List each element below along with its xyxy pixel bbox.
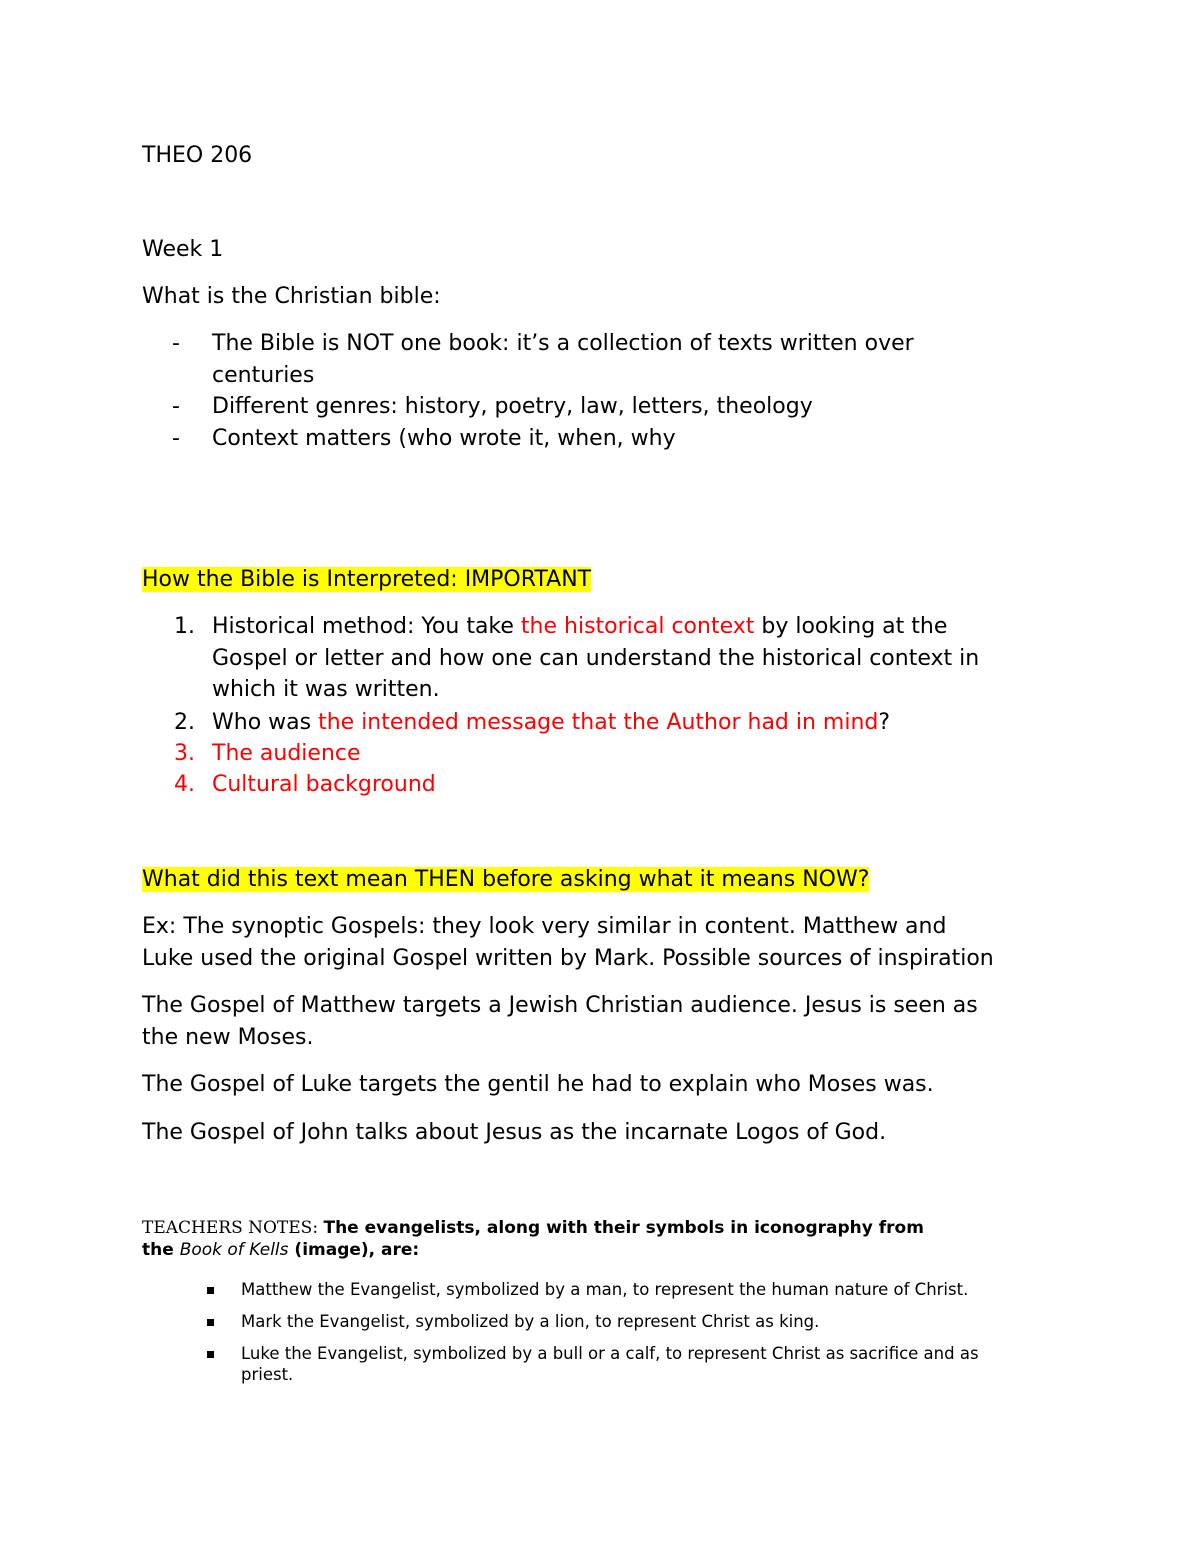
week-heading: Week 1 xyxy=(142,237,224,262)
book-title: Book of Kells xyxy=(179,1240,289,1260)
list-item: Cultural background xyxy=(212,772,436,797)
paragraph-line: Ex: The synoptic Gospels: they look very similar in content. Matthew and xyxy=(142,914,947,939)
bullet-dash: - xyxy=(172,331,180,356)
paragraph-line: The Gospel of Matthew targets a Jewish Christian audience. Jesus is seen as xyxy=(142,993,978,1018)
paragraph-line: the new Moses. xyxy=(142,1025,314,1050)
list-item xyxy=(212,707,890,739)
list-item: Mark the Evangelist, symbolized by a lion, to represent Christ as king. xyxy=(241,1312,820,1331)
teachers-notes-intro xyxy=(142,1217,924,1261)
list-item-continuation: which it was written. xyxy=(212,677,440,702)
list-item: Matthew the Evangelist, symbolized by a man, to represent the human nature of Christ. xyxy=(241,1280,969,1299)
list-item: The audience xyxy=(212,741,361,766)
teachers-notes-text: (image), are: xyxy=(288,1240,420,1260)
list-item: Different genres: history, poetry, law, letters, theology xyxy=(212,394,813,419)
square-bullet-icon xyxy=(207,1287,214,1294)
teachers-notes-text: The evangelists, along with their symbols in iconography from xyxy=(323,1218,924,1238)
square-bullet-icon xyxy=(207,1351,214,1358)
item-text: ? xyxy=(878,710,891,735)
item-emphasis: the historical context xyxy=(520,614,755,639)
list-item: The Bible is NOT one book: it’s a collection of texts written over xyxy=(212,331,914,356)
bible-question-heading: What is the Christian bible: xyxy=(142,284,441,309)
list-item: Context matters (who wrote it, when, why xyxy=(212,426,676,451)
list-number: 1. xyxy=(174,614,195,639)
bullet-dash: - xyxy=(172,394,180,419)
list-number: 3. xyxy=(174,741,195,766)
square-bullet-icon xyxy=(207,1319,214,1326)
item-text: by looking at the xyxy=(754,614,948,639)
paragraph-line: The Gospel of John talks about Jesus as the incarnate Logos of God. xyxy=(142,1120,887,1145)
then-now-heading xyxy=(142,864,869,896)
list-item: Luke the Evangelist, symbolized by a bull or a calf, to represent Christ as sacrifice and as xyxy=(241,1344,979,1363)
item-text: Who was xyxy=(212,710,319,735)
list-item xyxy=(212,611,947,643)
paragraph-line: The Gospel of Luke targets the gentil he had to explain who Moses was. xyxy=(142,1072,934,1097)
teachers-notes-text: the xyxy=(142,1240,180,1260)
list-number: 2. xyxy=(174,710,195,735)
list-number: 4. xyxy=(174,772,195,797)
bullet-dash: - xyxy=(172,426,180,451)
highlighted-heading-text: What did this text mean THEN before asking what it means NOW? xyxy=(142,867,870,892)
list-item-continuation: priest. xyxy=(241,1365,294,1384)
item-emphasis: the intended message that the Author had in mind xyxy=(318,710,879,735)
teachers-notes-label: TEACHERS NOTES: xyxy=(142,1218,324,1238)
list-item-continuation: Gospel or letter and how one can understand the historical context in xyxy=(212,646,980,671)
course-title: THEO 206 xyxy=(142,143,253,168)
list-item: centuries xyxy=(212,363,315,388)
item-text: Historical method: You take xyxy=(212,614,521,639)
paragraph-line: Luke used the original Gospel written by Mark. Possible sources of inspiration xyxy=(142,946,994,971)
highlighted-heading-text: How the Bible is Interpreted: IMPORTANT xyxy=(142,567,592,592)
interpretation-heading xyxy=(142,564,591,596)
